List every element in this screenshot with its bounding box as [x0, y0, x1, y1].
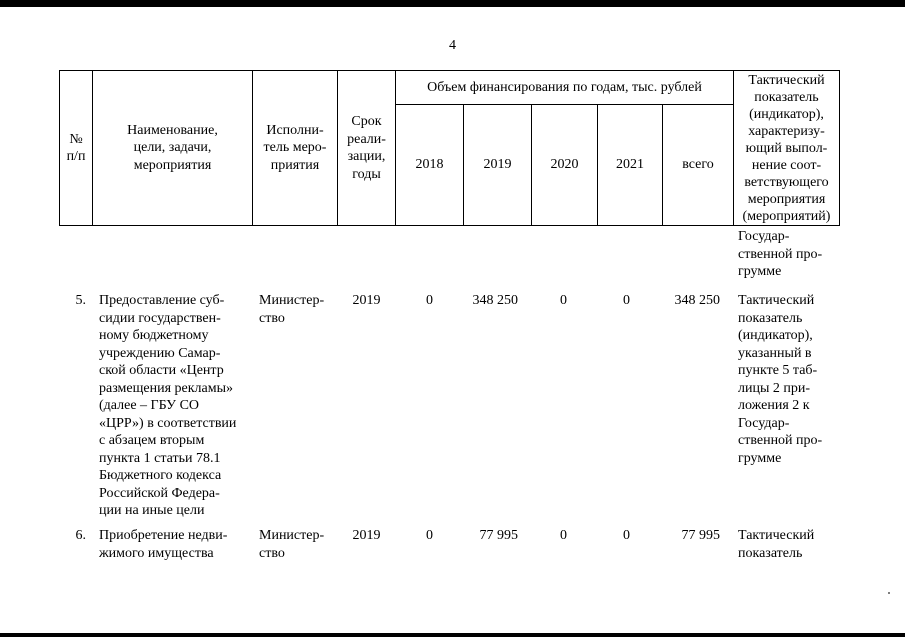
row-value-2020: 0: [560, 293, 567, 308]
row-executor: Министер- ство: [259, 293, 325, 326]
row-indicator: Тактический показатель: [738, 528, 815, 561]
row-term: 2019: [352, 528, 381, 543]
carryover-indicator: Государ- ственной про- грумме: [738, 229, 823, 279]
row-total: 348 250: [674, 293, 720, 308]
row-number: 5.: [75, 293, 86, 308]
header-name: Наименование, цели, задачи, мероприятия: [127, 122, 218, 173]
row-value-2021: 0: [623, 293, 630, 308]
row-term: 2019: [352, 293, 381, 308]
header-executor: Исполни- тель меро- приятия: [263, 122, 327, 173]
bottom-border: [0, 633, 905, 637]
row-value-2018: 0: [426, 293, 433, 308]
row-value-2019: 348 250: [472, 293, 518, 308]
top-border: [0, 0, 905, 7]
row-indicator: Тактический показатель (индикатор), указанный в пункте 5 таб- лицы 2 при- ложения 2 к Государ- ственной про- грумме: [738, 293, 823, 466]
header-term: Срок реали- зации, годы: [347, 114, 386, 182]
grid-header-bottom-line: [59, 225, 840, 226]
row-name: Предоставление суб- сидии государствен- ному бюджетному учреждению Самар- ской области «Центр размещения рекламы» (далее – ГБУ СО «ЦРР») в соответствии с абзацем вторым пункта 1 статьи 78.1 Бюджетного кодекса Российской Федера- ции на иные цели: [99, 293, 237, 518]
row-value-2018: 0: [426, 528, 433, 543]
row-executor: Министер- ство: [259, 528, 325, 561]
row-number: 6.: [75, 528, 86, 543]
header-indicator: Тактический показатель (индикатор), характеризу- ющий выпол- нение соот- ветствующего мероприятия (мероприятий): [742, 72, 831, 224]
row-value-2020: 0: [560, 528, 567, 543]
row-name: Приобретение недви- жимого имущества: [99, 528, 228, 561]
header-year-2019: 2019: [483, 157, 512, 173]
page-number: 4: [449, 38, 456, 53]
scan-speck: [888, 592, 890, 594]
header-year-2018: 2018: [415, 157, 444, 173]
header-funding-title: Объем финансирования по годам, тыс. рублей: [427, 79, 702, 95]
header-no: № п/п: [66, 131, 86, 164]
header-year-2021: 2021: [616, 157, 644, 173]
row-total: 77 995: [681, 528, 720, 543]
header-year-2020: 2020: [550, 157, 579, 173]
row-value-2019: 77 995: [479, 528, 518, 543]
header-total: всего: [682, 157, 714, 173]
grid-col-line: [839, 70, 840, 226]
row-value-2021: 0: [623, 528, 630, 543]
